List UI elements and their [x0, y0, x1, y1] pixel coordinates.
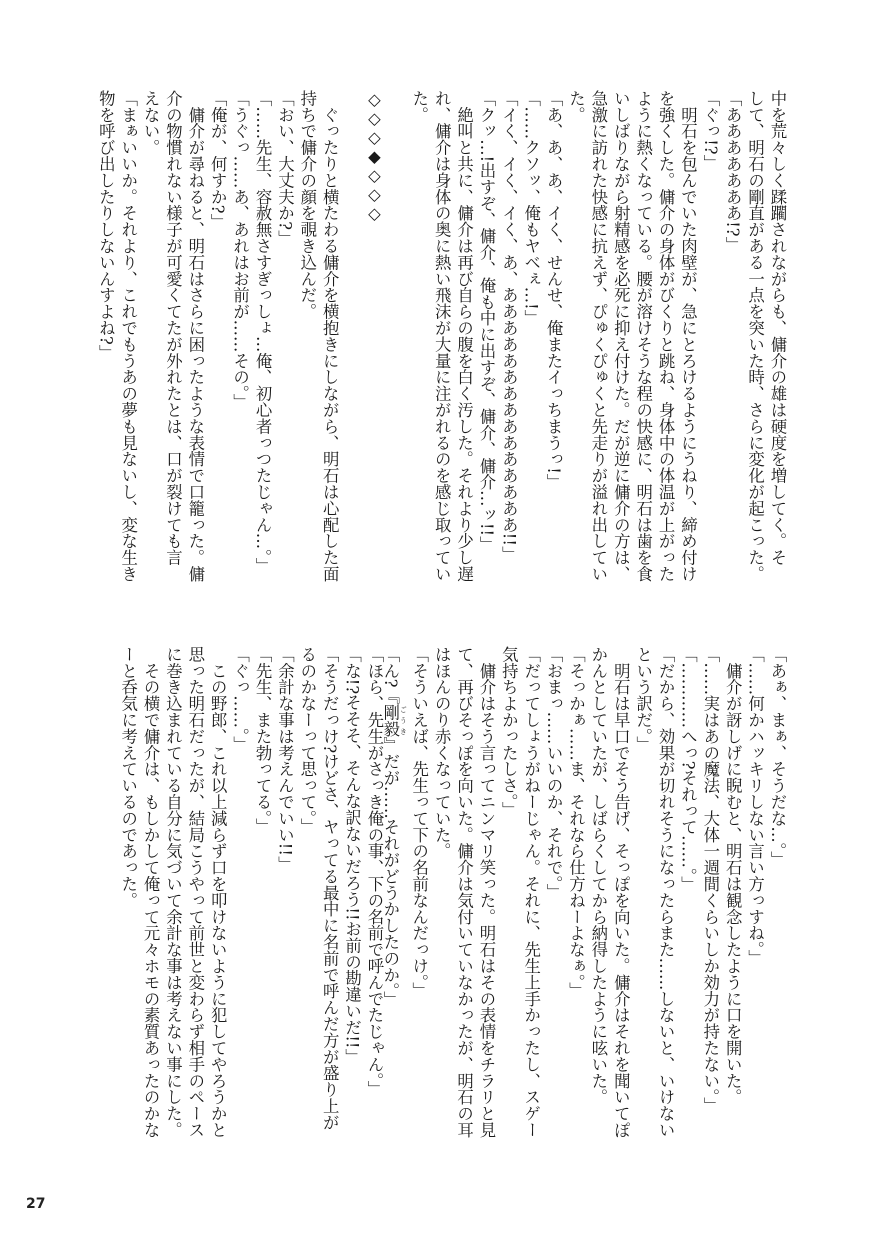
- text-line: 「おまっ……いいのか、それで。」: [544, 646, 564, 901]
- text-line: この野郎、これ以上減らず口を叩けないように犯してやろうかと: [208, 646, 228, 1138]
- text-line: えない。: [141, 90, 161, 156]
- text-line: 「だから、効果が切れそうになったらまた……しないと、いけない: [656, 646, 676, 1138]
- text-line: 中を荒々しく蹂躙されながらも、傭介の雄は硬度を増してく。そ: [768, 90, 787, 566]
- text-line: 「あああああああ!?」: [723, 90, 743, 253]
- text-line: れ、傭介は身体の奥に熱い飛沫が大量に注がれるのを感じ取ってい: [432, 90, 452, 582]
- text-line: 「そっかぁ……ま、それなら仕方ねーよなぁ。」: [566, 646, 586, 999]
- text-line: 絶叫と共に、傭介は再び自らの腹を白く汚した。それより少し遅: [454, 90, 474, 582]
- text-line: 「あぁ、まぁ、そうだな…。」: [768, 646, 787, 868]
- text-line: 「…………へっ?それって……。」: [678, 646, 698, 893]
- text-line: るのかなーって思って。」: [297, 646, 317, 835]
- text-line: 「イく、イく、イく、あ、あああああああああああああああ!!」: [499, 90, 519, 563]
- text-line: 「だってしょうがねーじゃん。それに、先生上手かったし、スゲー: [521, 646, 541, 1138]
- text-line: 物を呼び出したりしないんすよね?」: [96, 90, 116, 362]
- text-line: 「……実はあの魔法、大体一週間くらいしか効力が持たない。」: [700, 646, 720, 1114]
- text-line: 急激に訪れた快感に抗えず、ぴゅくぴゅくと先走りが溢れ出してい: [588, 90, 608, 582]
- text-line: ◇◇◇◆◇◇◇: [364, 90, 384, 223]
- text-line: 傭介はそう言ってニンマリ笑った。明石はその表情をチラリと見: [476, 646, 496, 1138]
- ruby-reading: ごうき: [399, 704, 408, 737]
- text-line: 「ほら、先生がさっき俺の事、下の名前で呼んでたじゃん。」: [364, 646, 384, 1097]
- text-line: 「……先生、容赦無さすぎっしょ…俺、初心者っつたじゃん…。」: [253, 90, 273, 574]
- text-line: ように熱くなっている。腰が溶けそうな程の快感に、明石は歯を食: [633, 90, 653, 582]
- text-line: [380, 646, 408, 1146]
- text-line: 明石を包んでいた肉壁が、急にとろけるようにうねり、締め付け: [678, 90, 698, 582]
- text-line: た。: [566, 90, 586, 123]
- text-line: 「ぐっ!?」: [700, 90, 720, 171]
- ruby-base: 剛毅: [380, 704, 400, 737]
- text-line: ーと呑気に考えているのであった。: [118, 646, 138, 909]
- text-line: 持ちで傭介の顔を覗き込んだ。: [297, 90, 317, 320]
- text-line: 「先生、また勃ってる。」: [253, 646, 273, 835]
- text-line: [340, 90, 362, 590]
- text-line: 「そういえば、先生って下の名前なんだっけ。」: [409, 646, 429, 999]
- text-line: を強くした。傭介の身体がびくりと跳ね、身体中の体温が上がった: [656, 90, 676, 582]
- text-line: 傭介が訝しげに睨むと、明石は観念したように口を開いた。: [723, 646, 743, 1106]
- text-segment: 』だが……それがどうかしたのか。」: [380, 736, 400, 1008]
- text-line: 「ぐっ……。」: [230, 646, 250, 753]
- text-line: して、明石の剛直がある一点を突いた時、さらに変化が起こった。: [745, 90, 765, 582]
- text-line: 気持ちよかったしさ。」: [499, 646, 519, 819]
- text-line: 「……クソッ、俺もヤベぇ…!」: [521, 90, 541, 327]
- text-line: て、再びそっぽを向いた。傭介は気付いていなかったが、明石の耳: [454, 646, 474, 1138]
- text-line: ぐったりと横たわる傭介を横抱きにしながら、明石は心配した面: [320, 90, 340, 582]
- text-line: 介の物慣れない様子が可愛くてたが外れたとは、口が裂けても言: [163, 90, 183, 566]
- text-line: いしばりながら射精感を必死に抑え付けた。だが逆に傭介の方は、: [611, 90, 631, 582]
- text-line: [385, 90, 407, 590]
- text-line: 明石は早口でそう告げ、そっぽを向いた。傭介はそれを聞いてぽ: [611, 646, 631, 1138]
- text-line: という訳だ。」: [633, 646, 653, 753]
- text-line: た。: [409, 90, 429, 123]
- text-line: 「まぁいいか。それより、これでもうあの夢も見ないし、変な生き: [118, 90, 138, 582]
- text-line: 「あ、あ、あ、イく、せんせ、俺またイっちまうっ!」: [544, 90, 564, 491]
- text-line: 「クッ…!出すぞ、傭介、俺も中に出すぞ、傭介、傭介…ッ!!」: [476, 90, 496, 553]
- text-line: 思った明石だったが、結局こうやって前世と変わらず相手のペース: [185, 646, 205, 1138]
- text-line: かんとしていたが、しばらくしてから納得したように呟いた。: [588, 646, 608, 1106]
- text-line: 「うぐっ……あ、あれはお前が……その。」: [230, 90, 250, 410]
- text-line: 「そうだっけ?けどさ、ヤってる最中に名前で呼んだ方が盛り上が: [320, 646, 340, 1131]
- text-line: 「……何かハッキリしない言い方っすね。」: [745, 646, 765, 966]
- text-line: はほんのり赤くなっていた。: [432, 646, 452, 860]
- text-block-upper: [94, 90, 788, 590]
- text-block-lower: [116, 646, 788, 1146]
- text-line: 「おい、大丈夫か?」: [275, 90, 295, 247]
- text-line: 傭介が尋ねると、明石はさらに困ったような表情で口籠った。傭: [185, 90, 205, 582]
- text-line: 「俺が、何すか?」: [208, 90, 228, 230]
- text-line: 「な!?そそそ、そんな訳ないだろう!!お前の勘違いだ!!」: [342, 646, 362, 1065]
- text-segment: 「ん?『: [380, 646, 400, 704]
- text-line: に巻き込まれている自分に気づいて余計な事は考えない事にした。: [163, 646, 183, 1138]
- text-line: 「余計な事は考えんでいい!!」: [275, 646, 295, 873]
- text-line: その横で傭介は、もしかして俺って元々ホモの素質あったのかな: [141, 646, 161, 1138]
- page-number: 27: [26, 1196, 46, 1212]
